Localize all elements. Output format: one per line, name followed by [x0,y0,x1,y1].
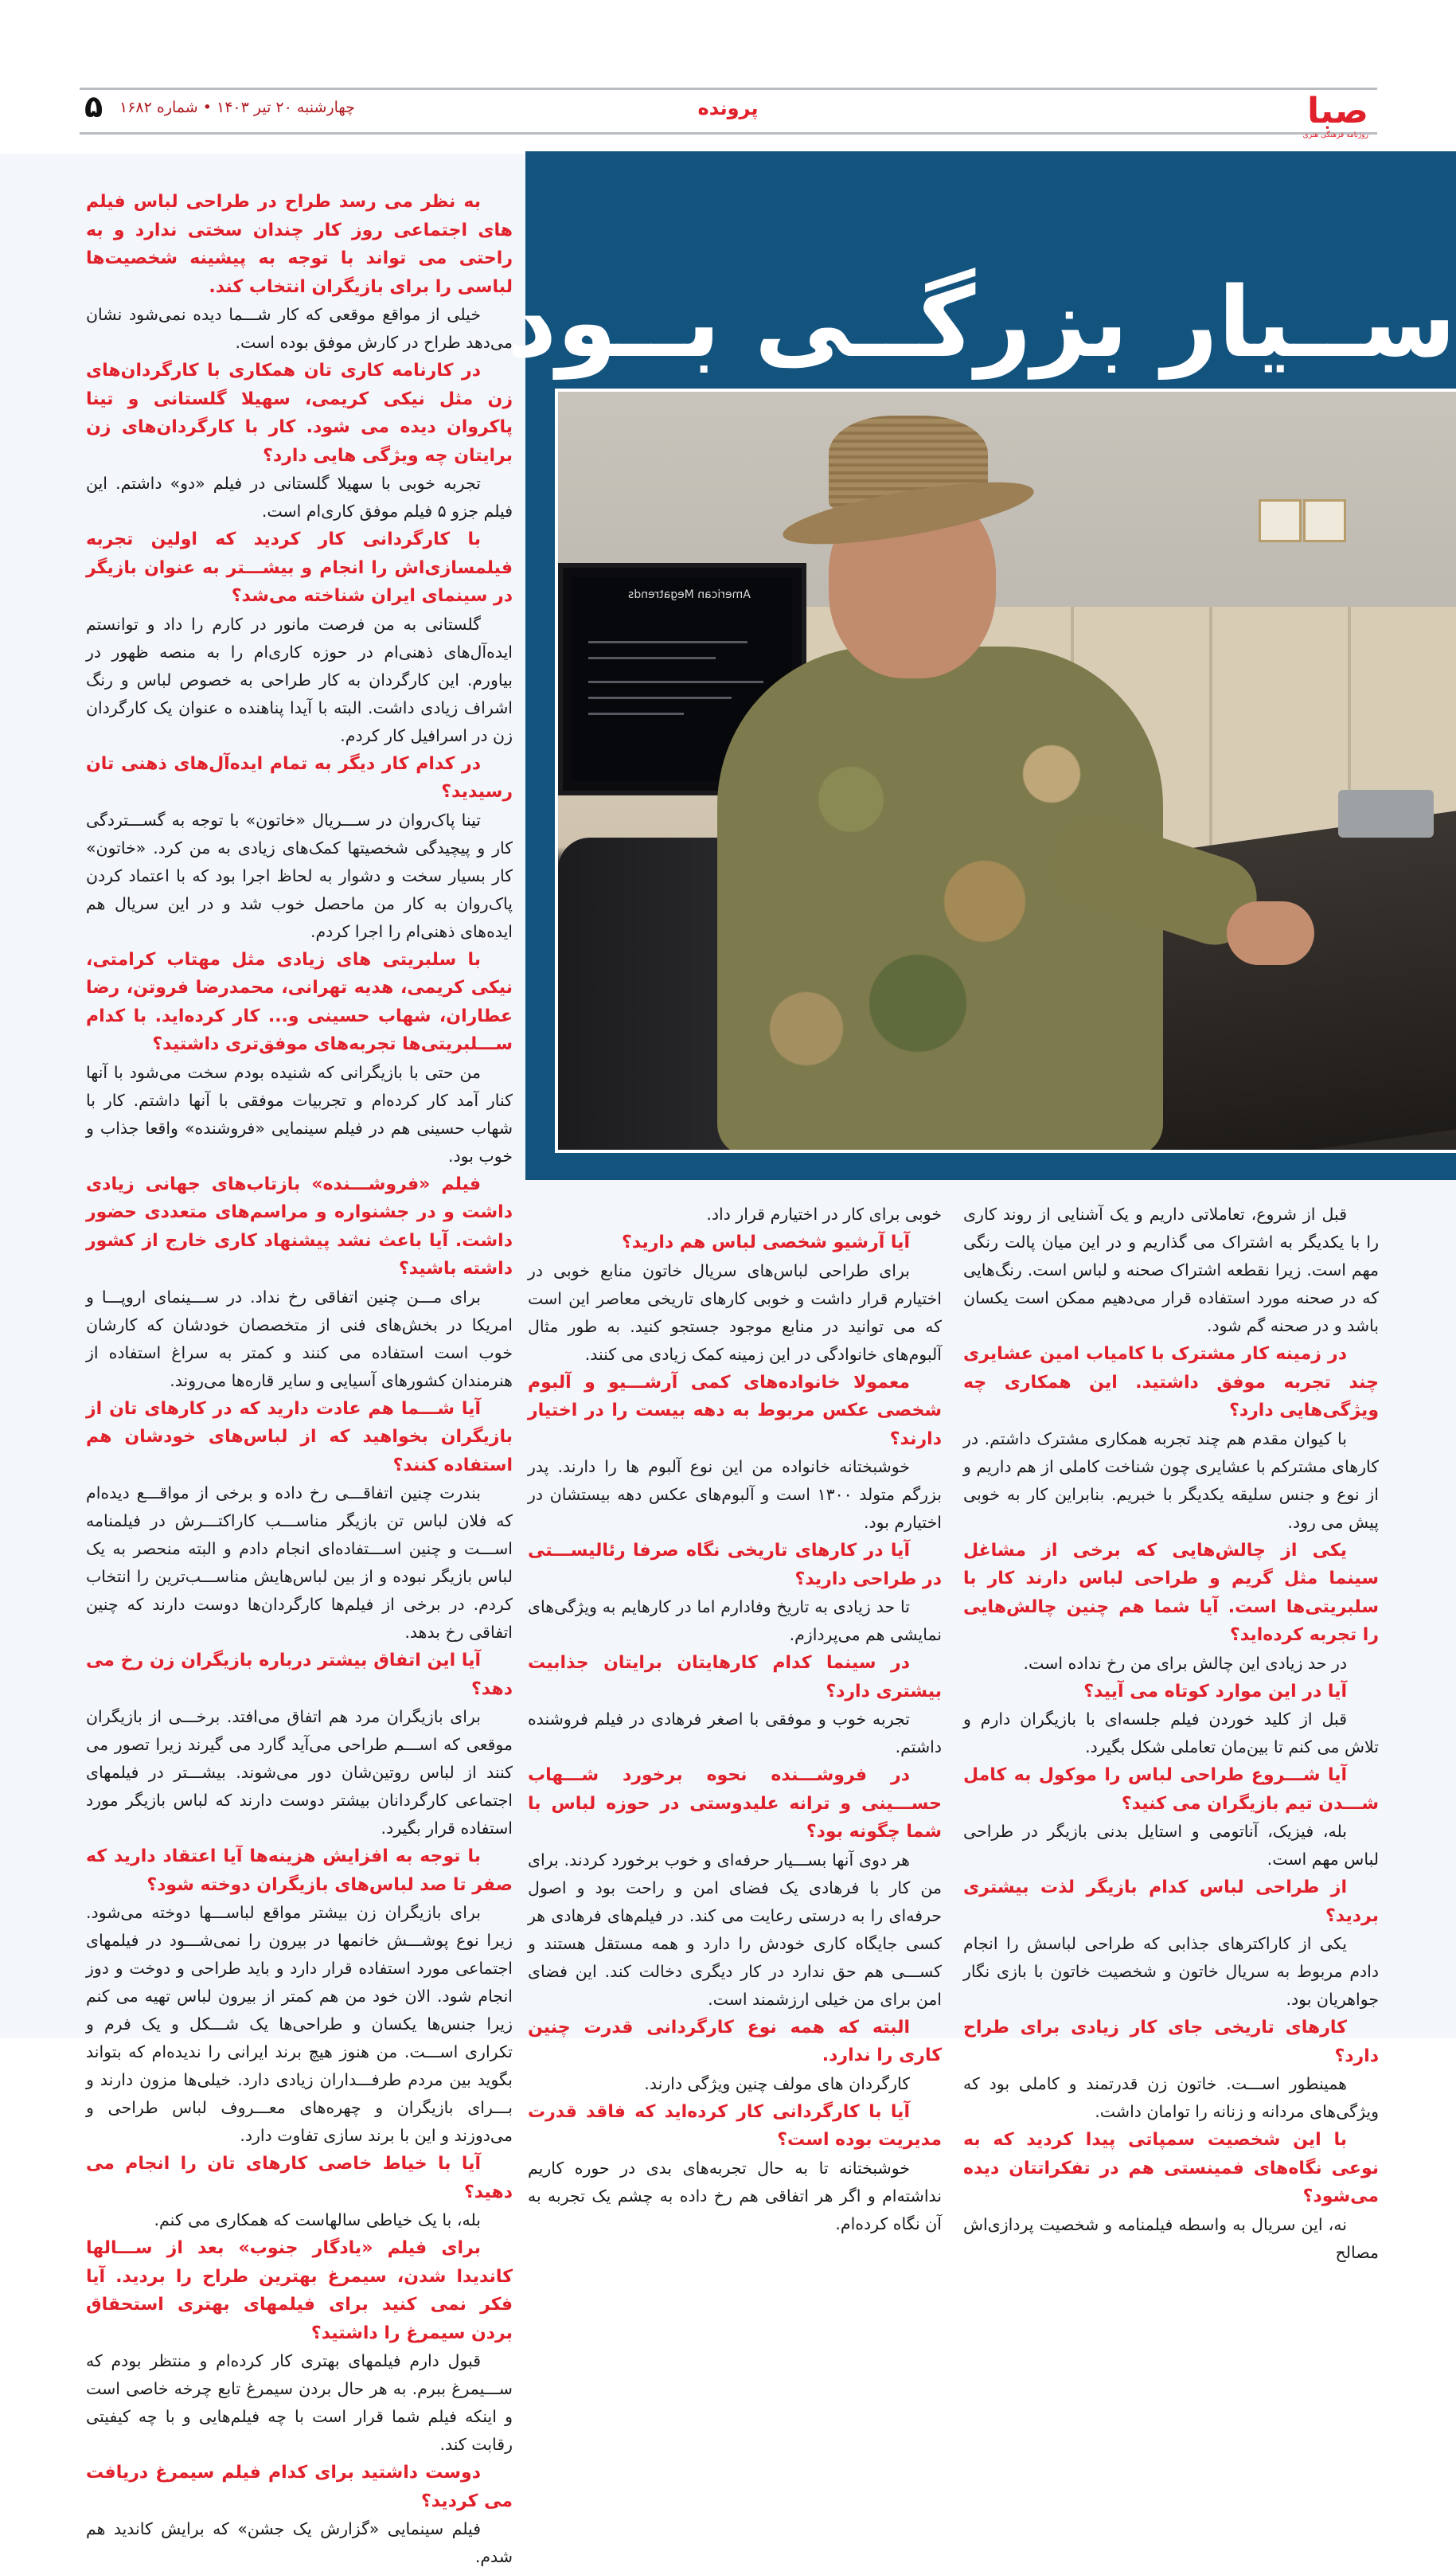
interview-answer: همینطور اســـت. خاتون زن قدرتمند و کاملی بود که ویژگی‌های مردانه و زنانه را توامان داشت. [963,2074,1379,2121]
interview-question: از طراحی لباس کدام بازیگر لذت بیشتری بردید؟ [963,1877,1379,1926]
interview-question: آیا در کارهای تاریخی نگاه صرفا رئالیســـتی در طراحی دارید؟ [528,1541,942,1589]
screen-text-line [588,697,732,699]
interview-answer: بله، فیزیک، آناتومی و استایل بدنی بازیگر در طراحی لباس مهم است. [963,1822,1379,1869]
interview-answer: خوشبختانه خانواده من این نوع آلبوم ها را دارند. پدر بزرگم متولد ۱۳۰۰ است و آلبوم‌های عکس دهه بیستشان در اختیارم بود. [528,1457,942,1532]
interview-answer: بله، با یک خیاطی سالهاست که همکاری می کنم. [154,2210,481,2229]
interview-question: به نظر می رسد طراح در طراحی لباس فیلم های اجتماعی روز کار چندان سختی ندارد و به راحتی می تواند با توجه به پیشینه شخصیت‌ها لباسی را برای بازیگران انتخاب کند. [86,192,513,297]
interview-question: معمولا خانواده‌های کمی آرشـــیو و آلبوم شخصی عکس مربوط به دهه بیست را در اختیار دارند؟ [528,1372,942,1449]
interview-answer: خوشبختانه تا به حال تجربه‌های بدی در حوره کاریم نداشته‌ام و اگر هر اتفاقی هم رخ داده به چشم یک تجربه به آن نگاه کرده‌ام. [528,2158,942,2233]
interview-answer: تینا پاک‌روان در ســـریال «خاتون» با توجه به گســـتردگی کار و پیچیدگی شخصیتها کمک‌های زیادی به من کرد. «خاتون» کار بسیار سخت و دشوار به لحاظ اجرا بود که با اعتماد کردن پاک‌روان به کار من ماحصل خوب شد و در این سریال هم ایده‌های ذهنی‌ام را اجرا کردم. [86,810,513,941]
interview-answer: خیلی از مواقع موقعی که کار شـــما دیده نمی‌شود نشان می‌دهد طراح در کارش موفق بوده است. [86,305,513,352]
interview-question: کارهای تاریخی جای کار زیادی برای طراح دارد؟ [963,2018,1379,2066]
screen-text-line [588,681,763,683]
screen-text-line [588,657,716,659]
interview-answer: یکی از کاراکترهای جذابی که طراحی لباسش را انجام دادم مربوط به سریال خاتون و شخصیت خاتون با بازی نگار جواهریان بود. [963,1934,1379,2009]
interview-answer: تا حد زیادی به تاریخ وفادارم اما در کارهایم به ویژگی‌های نمایشی هم می‌پردازم. [528,1597,942,1644]
logo-text: صبا [1307,91,1368,131]
radio-device [1338,790,1434,838]
screen-text-line [588,641,748,643]
monitor-brand: American Megatrends [628,588,751,601]
section-label: پرونده [697,97,759,119]
interview-answer: برای بازیگران زن بیشتر مواقع لباســـها دوخته می‌شود. زیرا نوع پوشـــش خانمها در بیرون را نمی‌شـــود در فیلمهای اجتماعی مورد استفاده قرار دارد و باید طراحی و دوخت و دوز انجام شود. الان خود من هم کمتر از بیرون لباس تهیه می کنم زیرا جنس‌ها یکسان و طراحی‌ها یک شـــکل و یک فرم و تکراری اســـت. من هنوز هیچ برند ایرانی را ندیده‌ام که بتواند بگوید بین مردم طرفـــداران زیادی دارد. خیلی‌ها مزون دارند و بـــرای بازیگران و چهره‌های معـــروف لباس طراحی و می‌دوزند و این با برند سازی تفاوت دارد. [86,1903,513,2145]
interview-answer: برای طراحی لباس‌های سریال خاتون منابع خوبی در اختیارم قرار داشت و خوبی کارهای تاریخی معاصر این است که می توانید در منابع موجود جستجو کنید. به طور مثال آلبوم‌های خانوادگی در این زمینه کمک زیادی می کنند. [528,1260,942,1364]
interview-question: آیا با کارگردانی کار کرده‌اید که فاقد قدرت مدیریت بوده است؟ [528,2101,942,2150]
power-outlet-icon [1259,499,1302,542]
interview-question: در کدام کار دیگر به تمام ایده‌آل‌های ذهنی تان رسیدید؟ [86,753,513,802]
interview-photo [555,389,1456,1153]
straw-hat [781,416,1036,551]
interview-answer: تجربه خوب و موفقی با اصغر فرهادی در فیلم فروشنده داشتم. [528,1709,942,1756]
interview-answer: گلستانی به من فرصت مانور در کارم را داد و توانستم ایده‌آل‌های ذهنی‌ام در حوزه کاری‌ام را به منصه ظهور در بیاورم. این کارگردان به کار طراحی به خصوص لباس و رنگ اشراف زیادی داشت. البته با آیدا پناهنده ه عنوان یک کارگردان زن در اسرافیل کار کردم. [86,614,513,745]
interview-question: یکی از چالش‌هایی که برخی از مشاغل سینما مثل گریم و طراحی لباس دارند کار با سلبریتی‌ها است. آیا شما هم چنین چالش‌هایی را تجربه کرده‌اید؟ [963,1540,1379,1645]
issue-date: چهارشنبه ۲۰ تیر ۱۴۰۳ • شماره ۱۶۸۲ [119,99,355,116]
interview-answer: قبول دارم فیلمهای بهتری کار کرده‌ام و منتظر بودم که ســـیمرغ ببرم. به هر حال بردن سیمرغ تابع چرخه خاصی است و اینکه فیلم شما قرار است با چه فیلم‌هایی و با چه کیفیتی رقابت کند. [86,2351,513,2454]
interview-question: با این شخصیت سمپاتی پیدا کردید که به نوعی نگاه‌های فمینستی هم در تفکراتتان دیده می‌شود؟ [963,2130,1379,2206]
headline: ســیار بزرگــی بــود [506,266,1456,379]
screen-text-line [588,713,684,715]
interview-answer: نه، این سریال به واسطه فیلمنامه و شخصیت پردازی‌اش مصالح [963,2214,1379,2262]
interview-question: آیا در این موارد کوتاه می آیید؟ [1083,1681,1347,1702]
interview-answer: من حتی با بازیگرانی که شنیده بودم سخت می‌شود با آنها کنار آمد کار کرده‌ام و تجربیات موفقی با آنها داشتم. کار با شهاب حسینی هم در فیلم سینمایی «فروشنده» واقعا جذاب و خوب بود. [86,1062,513,1166]
interview-answer: قبل از کلید خوردن فیلم جلسه‌ای با بازیگران دارم و تلاش می کنم تا بین‌مان تعاملی شکل بگیرد. [963,1709,1379,1756]
interview-question: با توجه به افزایش هزینه‌ها آیا اعتقاد دارید که صفر تا صد لباس‌های بازیگران دوخته شود؟ [86,1846,513,1895]
interview-question: آیا با خیاط خاصی کارهای تان را انجام می دهید؟ [86,2154,513,2202]
interview-question: آیا شـــما هم عادت دارید که در کارهای تان از بازیگران بخواهید که از لباس‌های خودشان هم استفاده کنند؟ [86,1398,513,1475]
interview-question: در فروشـــنده نحوه برخورد شـــهاب حســـینی و ترانه علیدوستی در حوزه لباس با شما چگونه بود؟ [528,1765,942,1842]
interview-answer: فیلم سینمایی «گزارش یک جشن» که برایش کاندید هم شدم. [86,2519,513,2566]
interview-answer: قبل از شروع، تعاملاتی داریم و یک آشنایی از روند کاری را با یکدیگر به اشتراک می گذاریم و در این میان پالت رنگی مهم است. زیرا نقطعه اشتراک صحنه و لباس است. رنگ‌هایی که در صحنه مورد استفاده قرار می‌دهیم ممکن است یکسان باشد و در صحنه گم شود. [963,1205,1379,1335]
interview-answer: برای مـــن چنین اتفاقی رخ نداد. در ســـینمای اروپـــا و امریکا در بخش‌های فنی از متخصصان خودشان که کارشان خوب است استفاده می کنند و کمتر به سراغ استفاده از هنرمندان کشورهای آسیایی و سایر قاره‌ها می‌روند. [86,1287,513,1390]
interview-question: برای فیلم «یادگار جنوب» بعد از ســـالها کاندیدا شدن، سیمرغ بهترین طراح را بردید. آیا فکر نمی کنید برای فیلمهای بهتری استحقاق بردن سیمرغ را داشتید؟ [86,2238,513,2343]
interview-question: آیا شـــروع طراحی لباس را موکول به کامل شـــدن تیم بازیگران می کنید؟ [963,1765,1379,1814]
person-hand [1227,901,1314,965]
page-number: ۵ [84,89,103,124]
interview-question: با کارگردانی کار کردید که اولین تجربه فیلمسازی‌اش را انجام و بیشـــتر به عنوان بازیگر در سینمای ایران شناخته می‌شد؟ [86,529,513,606]
interview-answer: در حد زیادی این چالش برای من رخ نداده است. [1023,1653,1347,1673]
interview-answer: هر دوی آنها بســـیار حرفه‌ای و خوب برخورد کردند. برای من کار با فرهادی یک فضای امن و راحت بود و اصول حرفه‌ای را به درستی رعایت می کند. در فیلم‌های فرهادی هر کسی جایگاه کاری خودش را دارد و همه مستقل هستند و کســـی هم حق ندارد در کار دیگری دخالت کند. این فضای امن برای من خیلی ارزشمند است. [528,1850,942,2009]
header-top-rule [80,88,1377,90]
interview-question: در زمینه کار مشترک با کامیاب امین عشایری چند تجربه موفق داشتید. این همکاری چه ویژگی‌هایی دارد؟ [963,1344,1379,1420]
interview-question: در سینما کدام کارهایتان برایتان جذابیت بیشتری دارد؟ [528,1653,942,1702]
interview-answer: با کیوان مقدم هم چند تجربه همکاری مشترک داشتم. در کارهای مشترکم با عشایری چون شناخت کاملی از هم داریم و از نوع و جنس سلیقه یکدیگر با خبریم. بنابراین کار به خوبی پیش می رود. [963,1428,1379,1532]
light-switch-icon [1303,499,1346,542]
interview-question: البته که همه نوع کارگردانی قدرت چنین کاری را ندارد. [528,2017,942,2065]
interview-answer: بندرت چنین اتفاقـــی رخ داده و برخی از مواقـــع دیده‌ام که فلان لباس تن بازیگر مناســـب کاراکتـــرش در فیلمنامه اســـت و چنین اســـتفاده‌ای انجام دادم و البته منحصر به یک لباس بازیگر نبوده و از بین لباس‌هایش مناســـب‌ترین را انتخاب کردم. در برخی از فیلم‌ها کارگردان‌ها دوست دارند که چنین اتفاقی رخ بدهد. [86,1483,513,1642]
article-column-left [86,188,513,2571]
interview-question: آیا این اتفاق بیشتر درباره بازیگران زن رخ می دهد؟ [86,1651,513,1699]
interview-question: با سلبریتی های زیادی مثل مهتاب کرامتی، نیکی کریمی، هدیه تهرانی، محمدرضا فروتن، رضا عطاران، شهاب حسینی و... کار کرده‌اید. با کدام ســـلبریتی‌ها تجربه‌های موفق‌تری داشتید؟ [86,949,513,1054]
interview-answer: کارگردان های مولف چنین ویژگی دارند. [644,2073,910,2093]
interview-question: آیا آرشیو شخصی لباس هم دارید؟ [622,1233,910,1252]
header-bottom-rule [80,132,1377,135]
logo-tagline: روزنامه فرهنگی هنری [1302,131,1368,139]
interview-answer: برای بازیگران مرد هم اتفاق می‌افتد. برخـــی از بازیگران موقعی که اســـم طراحی می‌آید گارد می گیرند زیرا تصور می کنند از لباس روتین‌شان دور می‌شوند. بیشـــتر در فیلمهای اجتماعی کارگردانان بیشتر دوست دارند که لباس بازیگر مورد استفاده قرار بگیرد. [86,1707,513,1838]
interview-question: فیلم «فروشـــنده» بازتاب‌های جهانی زیادی داشت و در جشنواره و مراسم‌های متعددی حضور داشت. آیا باعث نشد پیشنهاد کاری خارج از کشور داشته باشید؟ [86,1174,513,1279]
article-column-right [963,1201,1379,2267]
interview-question: در کارنامه کاری تان همکاری با کارگردان‌های زن مثل نیکی کریمی، سهیلا گلستانی و تینا پاکروان دیده می شود. کار با کارگردان‌های زن برایتان چه ویژگی هایی دارد؟ [86,361,513,466]
interview-question: دوست داشتید برای کدام فیلم سیمرغ دریافت می کردید؟ [86,2463,513,2511]
interview-answer: خوبی برای کار در اختیارم قرار داد. [706,1205,942,1224]
interview-answer: تجربه خوبی با سهیلا گلستانی در فیلم «دو» داشتم. این فیلم جزو ۵ فیلم موفق کاری‌ام است. [86,474,513,521]
article-column-middle [528,1201,942,2238]
